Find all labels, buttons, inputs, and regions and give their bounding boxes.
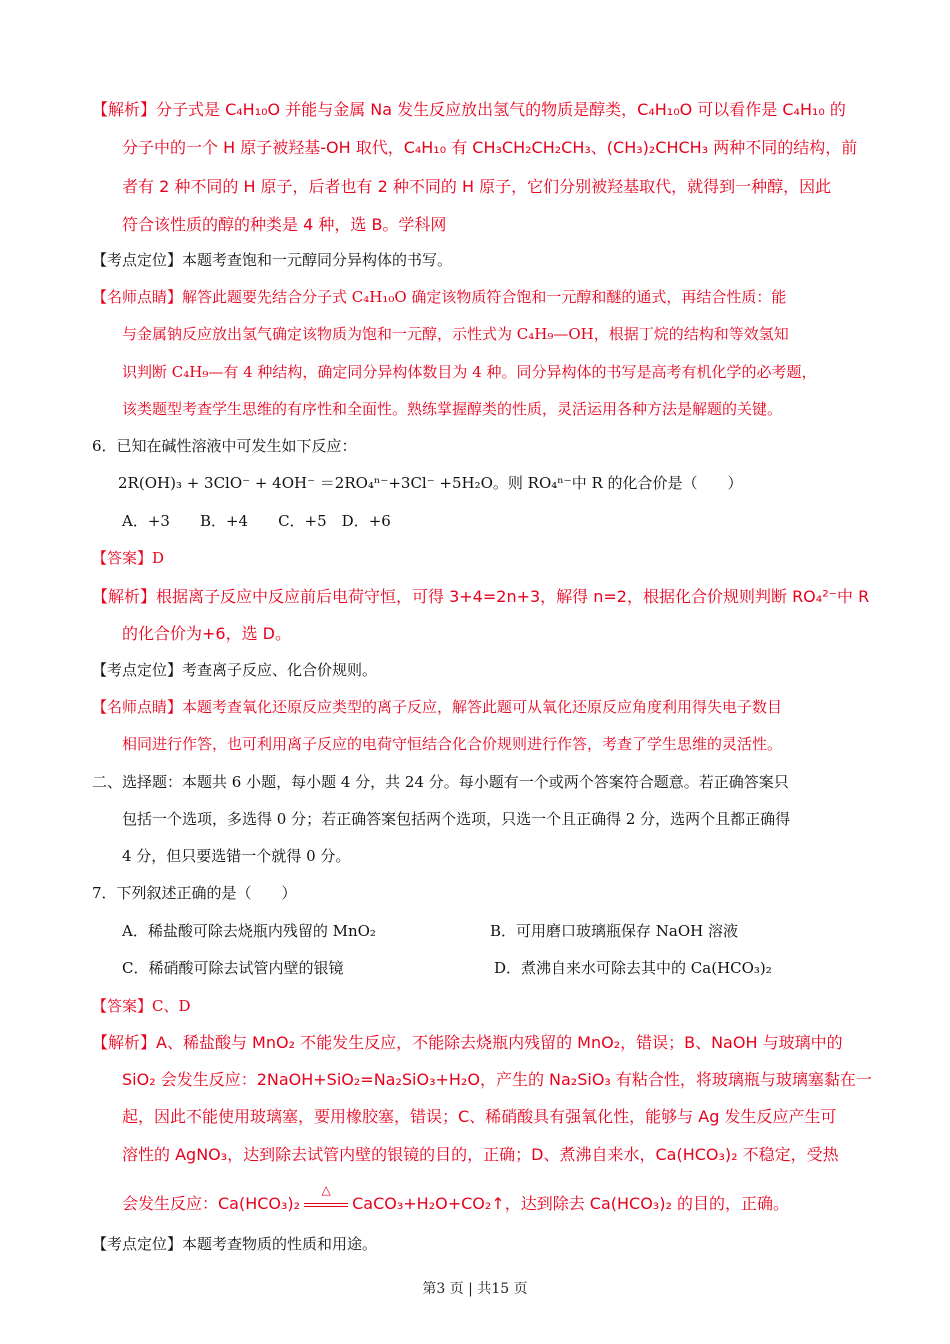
- analysis-line-3: 者有 2 种不同的 H 原子，后者也有 2 种不同的 H 原子，它们分别被羟基取代，就得到一种醇，因此: [122, 177, 832, 196]
- analysis-line-1: 【解析】分子式是 C₄H₁₀O 并能与金属 Na 发生反应放出氢气的物质是醇类，C₄H₁₀O 可以看作是 C₄H₁₀ 的: [92, 100, 846, 119]
- q7-option-a: A．稀盐酸可除去烧瓶内残留的 MnO₂: [122, 922, 376, 940]
- analysis-line-2: 分子中的一个 H 原子被羟基-OH 取代，C₄H₁₀ 有 CH₃CH₂CH₂CH₃、(CH₃)₂CHCH₃ 两种不同的结构，前: [122, 138, 858, 157]
- q7-analysis-line-3: 起，因此不能使用玻璃塞，要用橡胶塞，错误；C、稀硝酸具有强氧化性，能够与 Ag 发生反应产生可: [122, 1107, 837, 1126]
- heat-triangle-icon: △: [321, 1183, 331, 1197]
- page-footer: 第3 页 | 共15 页: [422, 1281, 528, 1297]
- section-2-line-2: 包括一个选项，多选得 0 分；若正确答案包括两个选项，只选一个且正确得 2 分，选两个且都正确得: [122, 810, 791, 828]
- q7-analysis-line-5: [122, 1183, 789, 1214]
- heating-condition: [300, 1183, 352, 1214]
- q6-stem: 6．已知在碱性溶液中可发生如下反应：: [92, 437, 357, 455]
- kaodian-q5: 【考点定位】本题考查饱和一元醇同分异构体的书写。: [92, 251, 453, 269]
- q7-analysis-line-1: 【解析】A、稀盐酸与 MnO₂ 不能发生反应，不能除去烧瓶内残留的 MnO₂，错误；B、NaOH 与玻璃中的: [92, 1033, 843, 1052]
- section-2-line-3: 4 分，但只要选错一个就得 0 分。: [122, 847, 351, 865]
- q7-analysis-line-4: 溶性的 AgNO₃，达到除去试管内壁的银镜的目的，正确；D、煮沸自来水，Ca(HCO₃)₂ 不稳定，受热: [122, 1145, 839, 1164]
- q7-reaction-reactant: 会发生反应：Ca(HCO₃)₂: [122, 1194, 301, 1213]
- q7-answer: 【答案】C、D: [92, 997, 191, 1015]
- q6-analysis-line-1: 【解析】根据离子反应中反应前后电荷守恒，可得 3+4=2n+3，解得 n=2，根据化合价规则判断 RO₄²⁻中 R: [92, 587, 870, 606]
- mingshi-q5-line-1: 【名师点睛】解答此题要先结合分子式 C₄H₁₀O 确定该物质符合饱和一元醇和醚的通式，再结合性质：能: [92, 288, 787, 306]
- mingshi-q5-line-4: 该类题型考查学生思维的有序性和全面性。熟练掌握醇类的性质，灵活运用各种方法是解题的关键。: [122, 400, 783, 418]
- q7-stem: 7．下列叙述正确的是（ ）: [92, 884, 297, 902]
- reaction-double-line: [304, 1203, 348, 1207]
- q6-options: A．+3 B．+4 C．+5 D．+6: [122, 512, 391, 530]
- q6-equation: 2R(OH)₃ + 3ClO⁻ + 4OH⁻ ＝2RO₄ⁿ⁻+3Cl⁻ +5H₂O。则 RO₄ⁿ⁻中 R 的化合价是（ ）: [118, 474, 743, 492]
- q7-reaction-products: CaCO₃+H₂O+CO₂↑，达到除去 Ca(HCO₃)₂ 的目的，正确。: [352, 1194, 789, 1213]
- mingshi-q6-line-2: 相同进行作答，也可利用离子反应的电荷守恒结合化合价规则进行作答，考查了学生思维的灵活性。: [122, 735, 783, 753]
- mingshi-q6-line-1: 【名师点睛】本题考查氧化还原反应类型的离子反应，解答此题可从氧化还原反应角度利用得失电子数目: [92, 698, 783, 716]
- analysis-line-4: 符合该性质的醇的种类是 4 种，选 B。学科网: [122, 215, 447, 234]
- q6-answer: 【答案】D: [92, 549, 165, 567]
- kaodian-q6: 【考点定位】考查离子反应、化合价规则。: [92, 661, 378, 679]
- q7-option-c: C．稀硝酸可除去试管内壁的银镜: [122, 959, 344, 977]
- mingshi-q5-line-2: 与金属钠反应放出氢气确定该物质为饱和一元醇，示性式为 C₄H₉—OH，根据丁烷的结构和等效氢知: [122, 325, 789, 343]
- q7-option-b: B．可用磨口玻璃瓶保存 NaOH 溶液: [490, 922, 739, 940]
- q7-option-d: D．煮沸自来水可除去其中的 Ca(HCO₃)₂: [494, 959, 772, 977]
- mingshi-q5-line-3: 识判断 C₄H₉—有 4 种结构，确定同分异构体数目为 4 种。同分异构体的书写是高考有机化学的必考题，: [122, 363, 817, 381]
- kaodian-q7: 【考点定位】本题考查物质的性质和用途。: [92, 1235, 378, 1253]
- section-2-line-1: 二、选择题：本题共 6 小题，每小题 4 分，共 24 分。每小题有一个或两个答案符合题意。若正确答案只: [92, 773, 789, 791]
- q6-analysis-line-2: 的化合价为+6，选 D。: [122, 624, 291, 643]
- q7-analysis-line-2: SiO₂ 会发生反应：2NaOH+SiO₂=Na₂SiO₃+H₂O，产生的 Na₂SiO₃ 有粘合性，将玻璃瓶与玻璃塞黏在一: [122, 1070, 872, 1089]
